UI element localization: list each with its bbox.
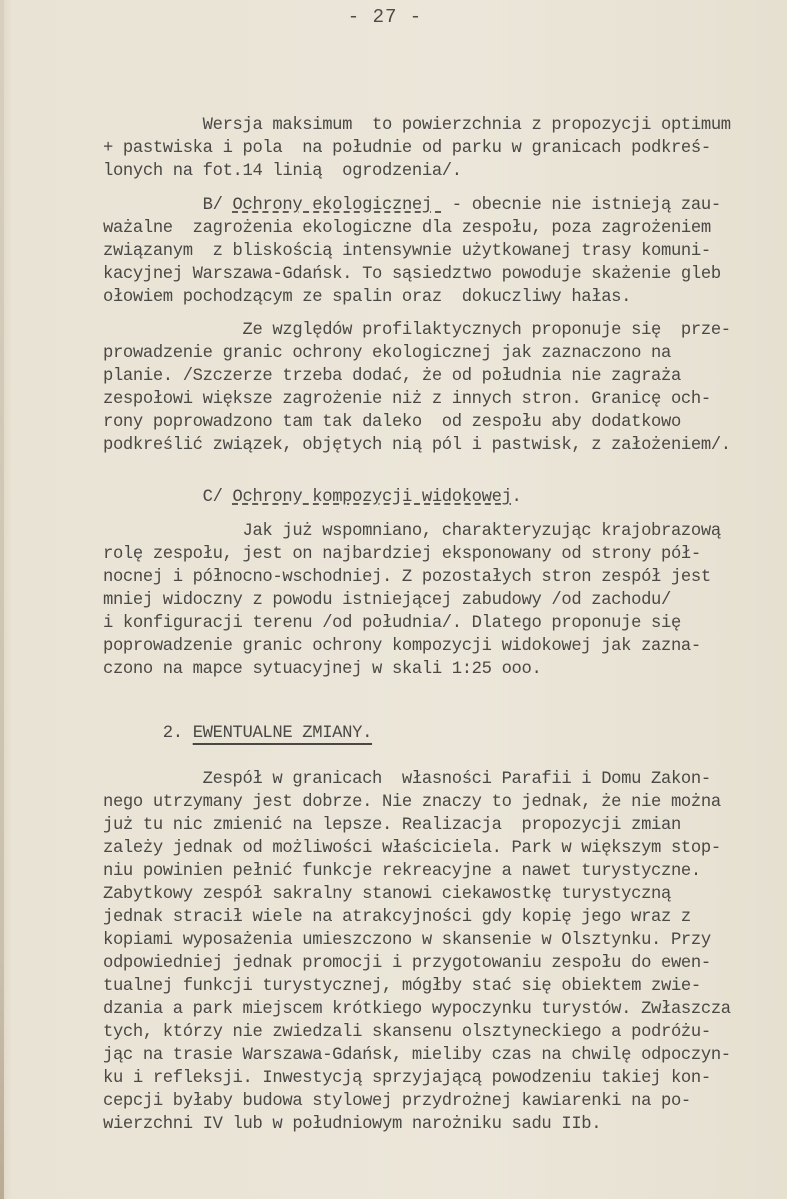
text-line bbox=[103, 217, 711, 240]
text-line bbox=[103, 612, 681, 635]
text-line bbox=[103, 814, 681, 837]
text-line bbox=[103, 791, 721, 814]
page-number: - 27 - bbox=[347, 6, 423, 28]
text-line bbox=[103, 286, 631, 309]
line-text: Ze względów profilaktycznych proponuje się prze- bbox=[103, 321, 731, 340]
line-text: rolę zespołu, jest on najbardziej eksponowany od strony pół- bbox=[103, 545, 701, 564]
line-text: odpowiedniej jednak promocji i przygotowaniu zespołu do ewen- bbox=[103, 954, 711, 973]
line-text: kacyjnej Warszawa-Gdańsk. To sąsiedztwo powoduje skażenie gleb bbox=[103, 265, 721, 284]
underlined-title: Ochrony kompozycji widokowej bbox=[232, 488, 512, 507]
line-text: Zespół w granicach własności Parafii i Domu Zakon- bbox=[103, 770, 711, 789]
subsection-line bbox=[103, 194, 721, 217]
text-line bbox=[103, 365, 681, 388]
line-text: + pastwiska i pola na południe od parku w granicach podkreś- bbox=[103, 139, 711, 158]
text-line bbox=[103, 860, 701, 883]
line-text: Wersja maksimum to powierzchnia z propozycji optimum bbox=[103, 116, 731, 135]
line-text: już tu nic zmienić na lepsze. Realizacja propozycji zmian bbox=[103, 816, 681, 835]
text-line bbox=[103, 1067, 711, 1090]
line-text: ważalne zagrożenia ekologiczne dla zespołu, poza zagrożeniem bbox=[103, 219, 711, 238]
text-line bbox=[103, 160, 462, 183]
text-line bbox=[103, 566, 711, 589]
text-line bbox=[103, 263, 721, 286]
line-text: tualnej funkcji turystycznej, mógłby stać się obiektem zwie- bbox=[103, 977, 701, 996]
text-line bbox=[103, 589, 671, 612]
line-text: lonych na fot.14 linią ogrodzenia/. bbox=[103, 162, 462, 181]
text-line bbox=[103, 883, 671, 906]
text-line bbox=[103, 1113, 601, 1136]
line-text: tych, którzy nie zwiedzali skansenu olsztyneckiego a podróżu- bbox=[103, 1023, 711, 1042]
underlined-title: Ochrony ekologicznej bbox=[232, 196, 442, 215]
text-line bbox=[103, 240, 711, 263]
text-line bbox=[103, 434, 731, 457]
page-edge-shadow bbox=[0, 0, 4, 1199]
line-text: nego utrzymany jest dobrze. Nie znaczy to jednak, że nie można bbox=[103, 793, 721, 812]
line-text: B/ bbox=[103, 196, 233, 215]
line-text: poprowadzenie granic ochrony kompozycji widokowej jak zazna- bbox=[103, 637, 701, 656]
line-text: dzania a park miejscem krótkiego wypoczynku turystów. Zwłaszcza bbox=[103, 1000, 731, 1019]
text-line bbox=[103, 658, 541, 681]
text-line bbox=[103, 411, 681, 434]
text-line bbox=[103, 543, 701, 566]
line-text: jednak stracił wiele na atrakcyjności gdy kopię jego wraz z bbox=[103, 908, 691, 927]
line-text: cepcji byłaby budowa stylowej przydrożnej kawiarenki na po- bbox=[103, 1092, 691, 1111]
line-text: rony poprowadzono tam tak daleko od zespołu aby dodatkowo bbox=[103, 413, 681, 432]
text-line bbox=[103, 1090, 691, 1113]
line-text: C/ bbox=[103, 488, 233, 507]
section-heading bbox=[103, 722, 372, 745]
text-line bbox=[103, 319, 731, 342]
line-rest: . bbox=[511, 488, 522, 507]
line-text: jąc na trasie Warszawa-Gdańsk, mieliby czas na chwilę odpoczyn- bbox=[103, 1046, 731, 1065]
text-line bbox=[103, 114, 731, 137]
text-line bbox=[103, 520, 721, 543]
subsection-line bbox=[103, 486, 522, 509]
line-text: zależy jednak od możliwości właściciela. Park w większym stop- bbox=[103, 839, 721, 858]
text-line bbox=[103, 342, 671, 365]
text-line bbox=[103, 975, 701, 998]
text-line bbox=[103, 837, 721, 860]
line-text: i konfiguracji terenu /od południa/. Dlatego proponuje się bbox=[103, 614, 681, 633]
line-text: podkreślić związek, objętych nią pól i pastwisk, z założeniem/. bbox=[103, 436, 731, 455]
line-text: niu powinien pełnić funkcje rekreacyjne a nawet turystyczne. bbox=[103, 862, 701, 881]
text-line bbox=[103, 952, 711, 975]
text-line bbox=[103, 388, 711, 411]
text-line bbox=[103, 998, 731, 1021]
line-text: prowadzenie granic ochrony ekologicznej jak zaznaczono na bbox=[103, 344, 671, 363]
text-line bbox=[103, 137, 711, 160]
line-text: kopiami wyposażenia umieszczono w skansenie w Olsztynku. Przy bbox=[103, 931, 711, 950]
line-text: ołowiem pochodzącym ze spalin oraz dokuczliwy hałas. bbox=[103, 288, 632, 307]
text-line bbox=[103, 1044, 731, 1067]
line-text: czono na mapce sytuacyjnej w skali 1:25 ooo. bbox=[103, 660, 542, 679]
line-rest: - obecnie nie istnieją zau- bbox=[441, 196, 721, 215]
line-text: związanym z bliskością intensywnie użytkowanej trasy komuni- bbox=[103, 242, 711, 261]
line-text: nocnej i północno-wschodniej. Z pozostałych stron zespół jest bbox=[103, 568, 711, 587]
line-text: planie. /Szczerze trzeba dodać, że od południa nie zagraża bbox=[103, 367, 681, 386]
line-text: wierzchni IV lub w południowym narożniku sadu IIb. bbox=[103, 1115, 602, 1134]
text-line bbox=[103, 768, 711, 791]
line-text: Jak już wspomniano, charakteryzując krajobrazową bbox=[103, 522, 721, 541]
text-line bbox=[103, 929, 711, 952]
line-text: 2. bbox=[103, 724, 193, 743]
line-text: ku i refleksji. Inwestycją sprzyjającą powodzeniu takiej kon- bbox=[103, 1069, 711, 1088]
heading-title: EWENTUALNE ZMIANY. bbox=[192, 724, 373, 743]
line-text: zespołowi większe zagrożenie niż z innych stron. Granicę och- bbox=[103, 390, 711, 409]
text-line bbox=[103, 635, 701, 658]
line-text: mniej widoczny z powodu istniejącej zabudowy /od zachodu/ bbox=[103, 591, 671, 610]
text-line bbox=[103, 906, 691, 929]
text-line bbox=[103, 1021, 711, 1044]
line-text: Zabytkowy zespół sakralny stanowi ciekawostkę turystyczną bbox=[103, 885, 671, 904]
